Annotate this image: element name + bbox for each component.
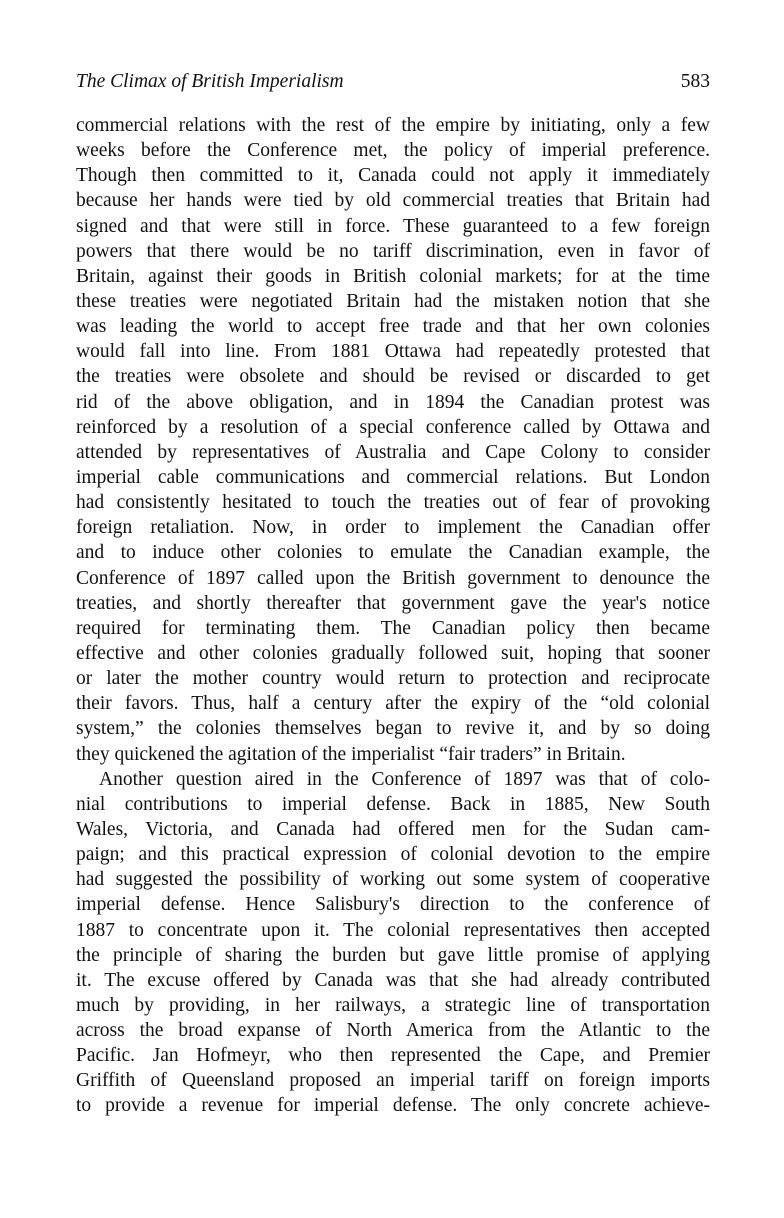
text-line: it. The excuse offered by Canada was that she had already contributed [76, 969, 710, 991]
text-line: across the broad expanse of North America from the Atlantic to the [76, 1020, 710, 1042]
text-line: would fall into line. From 1881 Ottawa had repeatedly protested that [76, 341, 710, 363]
page-number: 583 [680, 71, 710, 92]
paragraph [76, 767, 710, 1119]
paragraph [76, 113, 710, 767]
text-line: these treaties were negotiated Britain had the mistaken notion that she [76, 290, 710, 312]
text-line: imperial cable communications and commercial relations. But London [76, 466, 710, 488]
text-line: had consistently hesitated to touch the treaties out of fear of provoking [76, 492, 710, 514]
text-line: to provide a revenue for imperial defense. The only concrete achieve- [76, 1095, 710, 1117]
text-line: much by providing, in her railways, a strategic line of transportation [76, 994, 710, 1016]
text-line: and to induce other colonies to emulate the Canadian example, the [76, 542, 710, 564]
text-line: their favors. Thus, half a century after the expiry of the “old colonial [76, 693, 710, 715]
text-line: imperial defense. Hence Salisbury's direction to the conference of [76, 894, 710, 916]
text-line: they quickened the agitation of the imperialist “fair traders” in Britain. [76, 743, 626, 765]
text-line: was leading the world to accept free trade and that her own colonies [76, 316, 710, 338]
text-line: powers that there would be no tariff discrimination, even in favor of [76, 240, 710, 262]
text-line: system,” the colonies themselves began to revive it, and by so doing [76, 718, 710, 740]
text-line: rid of the above obligation, and in 1894 the Canadian protest was [76, 391, 710, 413]
text-line: effective and other colonies gradually followed suit, hoping that sooner [76, 642, 710, 664]
text-line: treaties, and shortly thereafter that government gave the year's notice [76, 592, 710, 614]
text-line: attended by representatives of Australia and Cape Colony to consider [76, 441, 710, 463]
text-line: nial contributions to imperial defense. Back in 1885, New South [76, 793, 710, 815]
text-line: had suggested the possibility of working out some system of cooperative [76, 869, 710, 891]
text-line: 1887 to concentrate upon it. The colonial representatives then accepted [76, 919, 710, 941]
running-title: The Climax of British Imperialism [76, 71, 344, 92]
text-line: the principle of sharing the burden but gave little promise of applying [76, 944, 710, 966]
text-line: foreign retaliation. Now, in order to implement the Canadian offer [76, 517, 710, 539]
text-line: because her hands were tied by old commercial treaties that Britain had [76, 190, 710, 212]
text-line: Another question aired in the Conference of 1897 was that of colo- [99, 768, 710, 790]
running-head [76, 67, 710, 97]
text-line: paign; and this practical expression of colonial devotion to the empire [76, 844, 710, 866]
text-line: signed and that were still in force. These guaranteed to a few foreign [76, 215, 710, 237]
text-line: the treaties were obsolete and should be revised or discarded to get [76, 366, 710, 388]
text-line: reinforced by a resolution of a special conference called by Ottawa and [76, 416, 710, 438]
text-line: Wales, Victoria, and Canada had offered men for the Sudan cam- [76, 818, 710, 840]
body-text [76, 113, 710, 1119]
text-line: required for terminating them. The Canadian policy then became [76, 617, 710, 639]
text-line: Griffith of Queensland proposed an imperial tariff on foreign imports [76, 1070, 710, 1092]
text-line: commercial relations with the rest of the empire by initiating, only a few [76, 115, 710, 136]
text-line: Conference of 1897 called upon the British government to denounce the [76, 567, 710, 589]
text-line: Britain, against their goods in British colonial markets; for at the time [76, 265, 710, 287]
text-line: Pacific. Jan Hofmeyr, who then represented the Cape, and Premier [76, 1045, 710, 1067]
text-line: Though then committed to it, Canada could not apply it immediately [76, 165, 710, 187]
text-line: or later the mother country would return to protection and reciprocate [76, 668, 710, 690]
text-line: weeks before the Conference met, the policy of imperial preference. [76, 140, 710, 162]
